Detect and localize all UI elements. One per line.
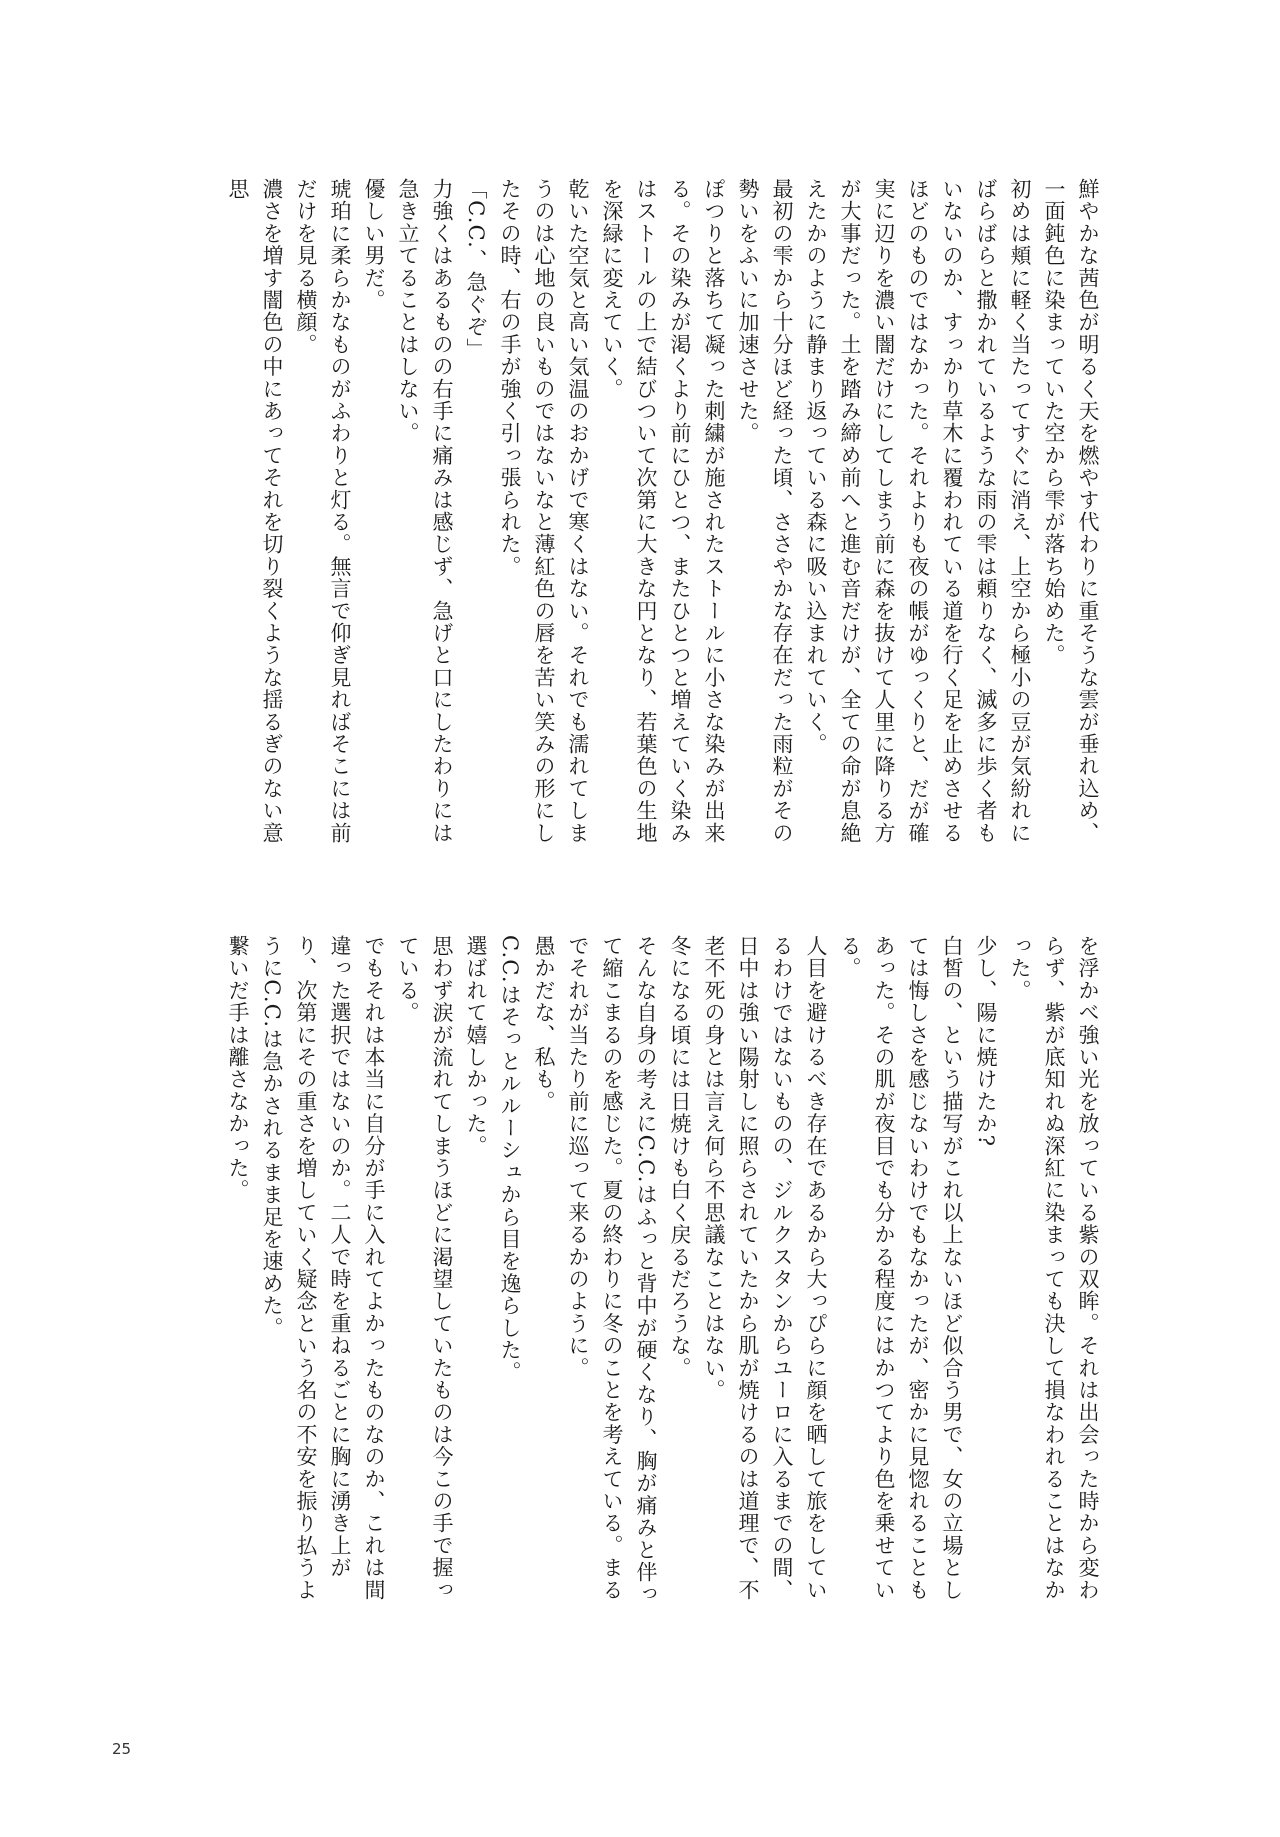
lower-text-block xyxy=(185,935,1105,1623)
paragraph: 最初の雫から十分ほど経った頃、ささやかな存在だった雨粒がその勢いをふいに加速させた。 xyxy=(736,178,794,844)
paragraph: 人目を避けるべき存在であるから大っぴらに顔を晒して旅をしているわけではないものの、ジルクスタンからユーロに入るまでの間、日中は強い陽射しに照らされていたから肌が焼けるのは道理で、不老不死の身とは言え何ら不思議なことはない。 xyxy=(702,935,828,1601)
paragraph: 琥珀に柔らかなものがふわりと灯る。無言で仰ぎ見ればそこには前だけを見る横顔。 xyxy=(294,178,352,844)
paragraph: 乾いた空気と高い気温のおかげで寒くはない。それでも濡れてしまうのは心地の良いものではないなと薄紅色の唇を苦い笑みの形にしたその時、右の手が強く引っ張られた。 xyxy=(498,178,590,844)
upper-text-block xyxy=(185,178,1105,866)
paragraph: 優しい男だ。 xyxy=(362,178,386,312)
paragraph: 繋いだ手は離さなかった。 xyxy=(226,935,250,1202)
dialogue-line: 「C.C.、急ぐぞ」 xyxy=(464,178,488,360)
paragraph: そんな自身の考えにC.C.はふっと背中が硬くなり、胸が痛みと伴って縮こまるのを感じた。夏の終わりに冬のことを考えている。まるでそれが当たり前に巡って来るかのように。 xyxy=(566,935,658,1606)
paragraph: 愚かだな、私も。 xyxy=(532,935,556,1113)
paragraph: 冬になる頃には日焼けも白く戻るだろうな。 xyxy=(668,935,692,1379)
paragraph: 少し、陽に焼けたか? xyxy=(974,935,998,1148)
paragraph: ぽつりと落ちて凝った刺繍が施されたストールに小さな染みが出来る。その染みが渇くより前にひとつ、またひとつと増えていく染みはストールの上で結びついて次第に大きな円となり、若葉色の生地を深緑に変えていく。 xyxy=(600,178,726,844)
paragraph: 思わず涙が流れてしまうほどに渇望していたものは今この手で握っている。 xyxy=(396,935,454,1601)
paragraph: 濃さを増す闇色の中にあってそれを切り裂くような揺るぎのない意思 xyxy=(226,178,284,844)
page-number: 25 xyxy=(112,1740,132,1758)
paragraph: 力強くはあるものの右手に痛みは感じず、急げと口にしたわりには急き立てることはしない。 xyxy=(396,178,454,844)
paragraph: 初めは頬に軽く当たってすぐに消え、上空から極小の豆が気紛れにばらばらと撒かれているような雨の雫は頼りなく、滅多に歩く者もいないのか、すっかり草木に覆われている道を行く足を止めさせるほどのものではなかった。それよりも夜の帳がゆっくりと、だが確実に辺りを濃い闇だけにしてしまう前に森を抜けて人里に降りる方が大事だった。土を踏み締め前へと進む音だけが、全ての命が息絶えたかのように静まり返っている森に吸い込まれていく。 xyxy=(804,178,1032,845)
paragraph: を浮かべ強い光を放っている紫の双眸。それは出会った時から変わらず、紫が底知れぬ深紅に染まっても決して損なわれることはなかった。 xyxy=(1008,935,1100,1601)
paragraph: C.C.はそっとルルーシュから目を逸らした。 xyxy=(498,935,522,1384)
paragraph: 鮮やかな茜色が明るく天を燃やす代わりに重そうな雲が垂れ込め、一面鈍色に染まっていた空から雫が落ち始めた。 xyxy=(1042,178,1100,844)
paragraph: でもそれは本当に自分が手に入れてよかったものなのか、これは間違った選択ではないのか。二人で時を重ねるごとに胸に湧き上がり、次第にその重さを増していく疑念という名の不安を振り払うようにC.C.は急かされるまま足を速めた。 xyxy=(260,935,386,1601)
paragraph: 選ばれて嬉しかった。 xyxy=(464,935,488,1157)
paragraph: 白皙の、という描写がこれ以上ないほど似合う男で、女の立場としては悔しさを感じないわけでもなかったが、密かに見惚れることもあった。その肌が夜目でも分かる程度にはかつてより色を乗せている。 xyxy=(838,935,964,1601)
